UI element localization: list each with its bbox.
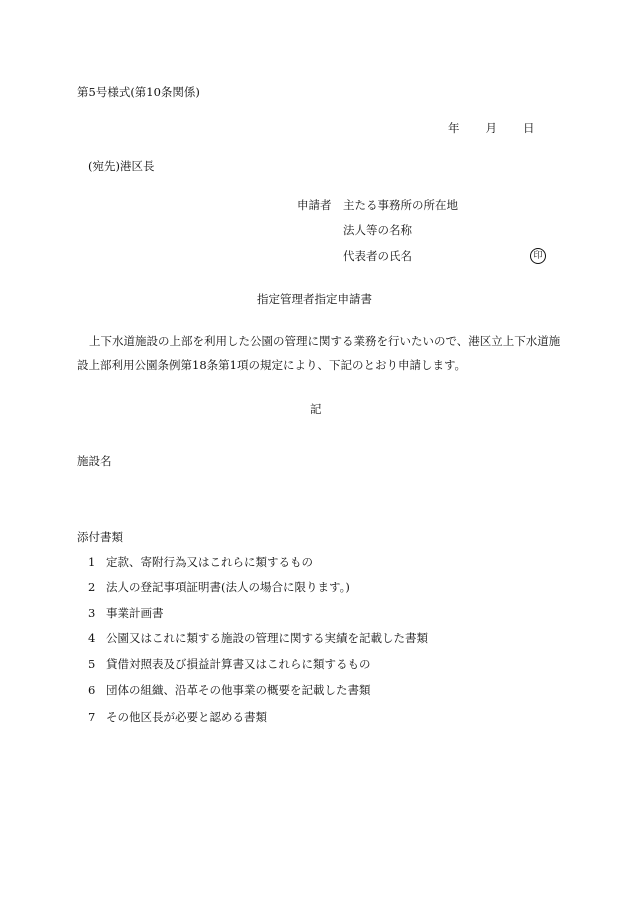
attachment-item [88, 582, 350, 594]
attachment-number: 5 [88, 657, 96, 671]
seal-mark: 印 [530, 248, 546, 264]
attachment-text: 公園又はこれに類する施設の管理に関する実績を記載した書類 [106, 631, 428, 645]
attachment-text: 団体の組織、沿革その他事業の概要を記載した書類 [106, 683, 371, 697]
attachment-item [88, 633, 428, 645]
attachment-item [88, 659, 371, 671]
applicant-role-label: 申請者 [297, 198, 332, 212]
attachment-item [88, 712, 267, 724]
applicant-rep-label: 代表者の氏名 [343, 249, 412, 263]
addressee: (宛先)港区長 [88, 159, 155, 173]
attachment-item [88, 608, 164, 620]
applicant-org-label: 法人等の名称 [343, 223, 412, 237]
attachment-text: 法人の登記事項証明書(法人の場合に限ります。) [106, 580, 350, 594]
attachment-text: 定款、寄附行為又はこれらに類するもの [106, 555, 313, 569]
facility-name-label: 施設名 [77, 454, 112, 468]
date-month-label: 月 [485, 121, 497, 135]
attachment-number: 7 [88, 710, 96, 724]
attachment-text: 事業計画書 [106, 606, 164, 620]
attachment-text: その他区長が必要と認める書類 [106, 710, 267, 724]
attachment-number: 1 [88, 555, 96, 569]
ki-marker: 記 [310, 402, 322, 416]
applicant-address-label: 主たる事務所の所在地 [343, 198, 458, 212]
attachments-heading: 添付書類 [77, 530, 123, 544]
body-paragraph: 上下水道施設の上部を利用した公園の管理に関する業務を行いたいので、港区立上下水道施設上部利用公園条例第18条第1項の規定により、下記のとおり申請します。 [77, 334, 561, 372]
date-day-label: 日 [523, 121, 535, 135]
attachment-item [88, 557, 313, 569]
form-number: 第5号様式(第10条関係) [77, 85, 200, 99]
attachment-number: 3 [88, 606, 96, 620]
date-year-label: 年 [448, 121, 460, 135]
document-title: 指定管理者指定申請書 [257, 292, 372, 306]
attachment-number: 2 [88, 580, 96, 594]
attachment-text: 貸借対照表及び損益計算書又はこれらに類するもの [106, 657, 371, 671]
attachment-number: 6 [88, 683, 96, 697]
attachment-item [88, 685, 371, 697]
attachment-number: 4 [88, 631, 96, 645]
date-line [448, 123, 535, 135]
